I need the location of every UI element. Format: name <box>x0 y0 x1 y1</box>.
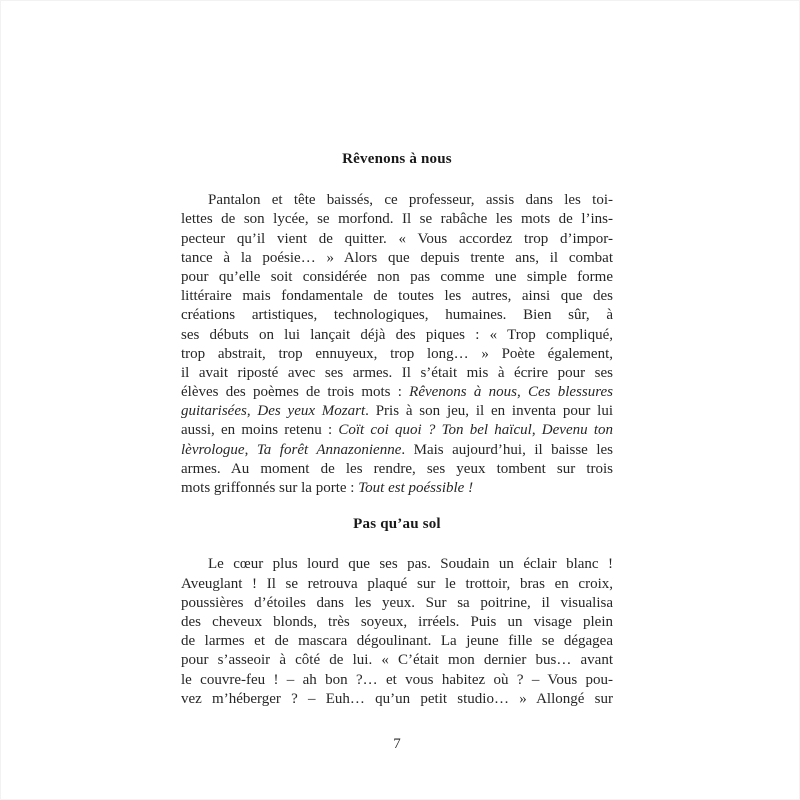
roman-text: de larmes et de mascara dégoulinant. La jeune fille se dégagea <box>181 633 613 650</box>
text-line <box>181 651 613 670</box>
roman-text: élèves des poèmes de trois mots : <box>181 384 410 401</box>
text-line <box>181 402 613 421</box>
italic-text: Ta forêt Annazonienne <box>256 441 402 458</box>
text-line <box>181 421 613 440</box>
text-line <box>181 326 613 345</box>
roman-text: poussières d’étoiles dans les yeux. Sur sa poitrine, il visualisa <box>181 594 613 611</box>
section-heading: Pas qu’au sol <box>353 516 441 533</box>
italic-text: guitarisées <box>181 403 247 420</box>
roman-text: pour qu’elle soit considérée non pas comme une simple forme <box>181 268 613 285</box>
text-line <box>181 460 613 479</box>
text-line <box>181 383 613 402</box>
roman-text: des cheveux blonds, très soyeux, irréels. Puis un visage plein <box>181 613 613 630</box>
text-line <box>181 306 613 325</box>
paragraph <box>181 555 613 709</box>
text-line <box>181 613 613 632</box>
text-line <box>181 210 613 229</box>
roman-text: , <box>531 422 542 439</box>
roman-text: pecteur qu’il vient de quitter. « Vous accordez trop d’impor- <box>181 230 613 247</box>
roman-text: littéraire mais fondamentale de toutes les autres, ainsi que des <box>181 288 613 305</box>
roman-text: Aveuglant ! Il se retrouva plaqué sur le trottoir, bras en croix, <box>181 575 613 592</box>
text-line <box>181 268 613 287</box>
italic-text: Ces blessures <box>527 384 614 401</box>
roman-text: pour s’asseoir à côté de lui. « C’était mon dernier bus… avant <box>181 652 613 669</box>
italic-text: Tout est poéssible ! <box>358 480 474 497</box>
roman-text: , <box>246 403 258 420</box>
roman-text: . Mais aujourd’hui, il baisse les <box>401 441 613 458</box>
text-line <box>181 632 613 651</box>
roman-text: Le cœur plus lourd que ses pas. Soudain un éclair blanc ! <box>208 556 613 573</box>
roman-text: lettes de son lycée, se morfond. Il se rabâche les mots de l’ins- <box>181 211 613 228</box>
text-block <box>181 150 613 709</box>
text-line <box>181 594 613 613</box>
text-line <box>181 249 613 268</box>
italic-text: Rêvenons à nous <box>409 384 517 401</box>
italic-text: Coït coi quoi ? Ton bel haïcul <box>338 422 532 439</box>
roman-text: tance à la poésie… » Alors que depuis trente ans, il combat <box>181 249 613 266</box>
text-line <box>181 191 613 210</box>
text-line <box>181 671 613 690</box>
text-line <box>181 230 613 249</box>
italic-text: lèvrologue <box>181 441 245 458</box>
roman-text: , <box>244 441 257 458</box>
roman-text: , <box>516 384 528 401</box>
paragraph <box>181 191 613 498</box>
italic-text: Devenu ton <box>541 422 613 439</box>
text-line <box>181 287 613 306</box>
roman-text: aussi, en moins retenu : <box>181 422 339 439</box>
section-heading: Rêvenons à nous <box>342 151 452 167</box>
roman-text: armes. Au moment de les rendre, ses yeux tombent sur trois <box>181 460 613 477</box>
text-line <box>181 479 613 498</box>
roman-text: créations artistiques, technologiques, humaines. Bien sûr, à <box>181 307 613 324</box>
text-line <box>181 441 613 460</box>
roman-text: trop abstrait, trop ennuyeux, trop long… » Poète également, <box>181 345 613 362</box>
roman-text: il avait riposté avec ses armes. Il s’était mis à écrire pour ses <box>181 364 613 381</box>
roman-text: vez m’héberger ? – Euh… qu’un petit studio… » Allongé sur <box>181 690 613 707</box>
roman-text: ses débuts on lui lançait déjà des piques : « Trop compliqué, <box>181 326 613 343</box>
roman-text: . Pris à son jeu, il en inventa pour lui <box>365 403 614 420</box>
page-number: 7 <box>393 736 401 752</box>
text-line <box>181 690 613 709</box>
text-line <box>181 345 613 364</box>
roman-text: Pantalon et tête baissés, ce professeur, assis dans les toi- <box>208 192 613 209</box>
text-line <box>181 364 613 383</box>
roman-text: mots griffonnés sur la porte : <box>181 480 359 497</box>
text-line <box>181 555 613 574</box>
text-line <box>181 575 613 594</box>
italic-text: Des yeux Mozart <box>257 403 366 420</box>
roman-text: le couvre-feu ! – ah bon ?… et vous habitez où ? – Vous pou- <box>181 671 613 688</box>
